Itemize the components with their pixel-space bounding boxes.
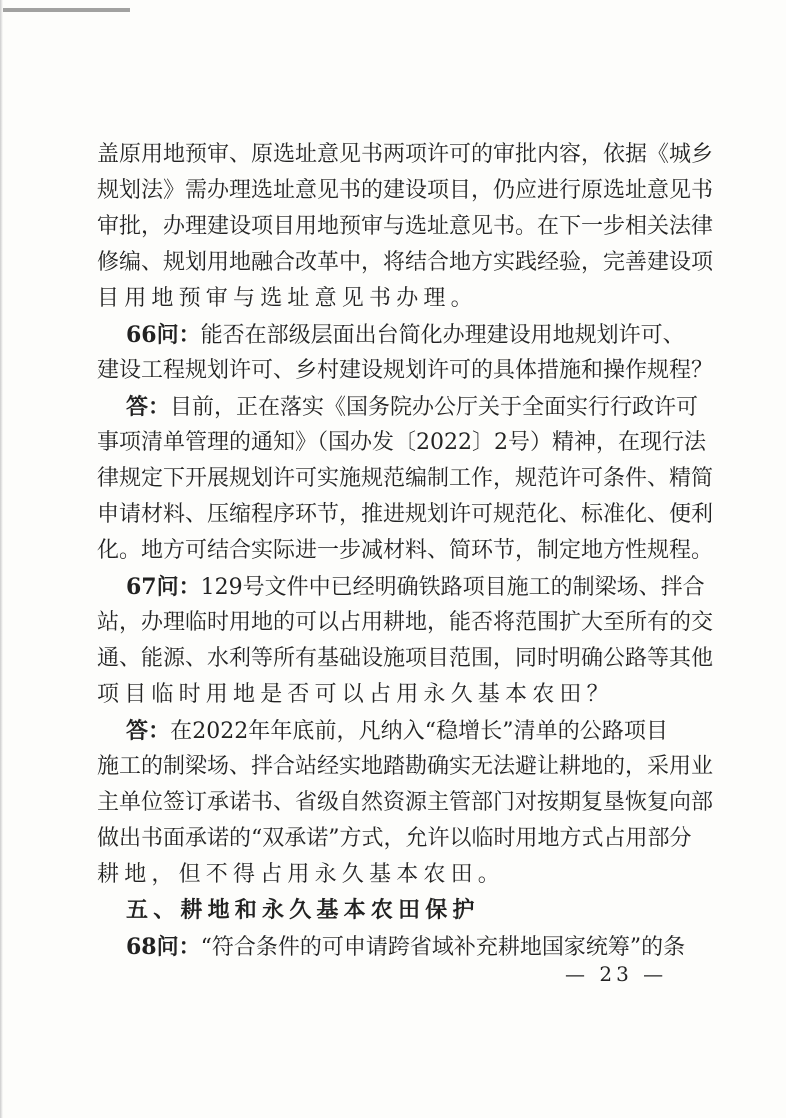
question-answer-label: 66问：: [126, 322, 201, 348]
text-line: [97, 428, 706, 458]
text-line: [97, 608, 714, 638]
line-text: 做出书面承诺的“双承诺”方式，允许以临时用地方式占用部分: [97, 826, 692, 851]
scan-artifact: [0, 8, 130, 12]
text-line: [97, 680, 668, 710]
text-line: [97, 644, 714, 674]
heading-text: 五、耕地和永久基本农田保护: [126, 898, 480, 923]
line-text: 施工的制梁场、拌合站经实地踏勘确实无法避让耕地的，采用业: [97, 754, 714, 779]
line-text: 规划法》需办理选址意见书的建设项目，仍应进行原选址意见书: [97, 178, 714, 203]
section-heading: [126, 896, 668, 926]
text-line: [126, 716, 668, 746]
question-answer-label: 67问：: [126, 574, 201, 600]
text-line: [97, 824, 692, 854]
text-line: [97, 464, 714, 494]
question-answer-label: 答：: [126, 718, 171, 744]
line-text: 化。地方可结合实际进一步减材料、简环节，制定地方性规程。: [97, 538, 714, 563]
text-line: [97, 212, 714, 242]
line-text: 主单位签订承诺书、省级自然资源主管部门对按期复垦恢复向部: [97, 790, 714, 815]
line-text: 建设工程规划许可、乡村建设规划许可的具体措施和操作规程？: [97, 358, 714, 383]
text-line: [97, 140, 714, 170]
line-text: 盖原用地预审、原选址意见书两项许可的审批内容，依据《城乡: [97, 142, 714, 167]
text-line: [97, 356, 714, 386]
line-text: 申请材料、压缩程序环节，推进规划许可规范化、标准化、便利: [97, 502, 714, 527]
line-text: 目前，正在落实《国务院办公厅关于全面实行行政许可: [170, 395, 699, 420]
question-answer-label: 68问：: [126, 934, 201, 960]
text-line: [97, 500, 714, 530]
line-text: 能否在部级层面出台简化办理建设用地规划许可、: [200, 323, 685, 348]
question-answer-label: 答：: [126, 394, 171, 420]
line-text: 129号文件中已经明确铁路项目施工的制梁场、拌合: [200, 575, 705, 600]
text-line: [126, 392, 699, 422]
text-line: [97, 536, 714, 566]
line-text: 在2022年年底前，凡纳入“稳增长”清单的公路项目: [170, 719, 668, 744]
line-text: 项目临时用地是否可以占用永久基本农田？: [97, 682, 614, 707]
text-line: [126, 932, 686, 962]
line-text: 律规定下开展规划许可实施规范编制工作，规范许可条件、精简: [97, 466, 714, 491]
text-line: [97, 284, 668, 314]
text-line: [97, 860, 668, 890]
line-text: 站，办理临时用地的可以占用耕地，能否将范围扩大至所有的交: [97, 610, 714, 635]
text-line: [97, 176, 714, 206]
page-number: — 23 —: [565, 962, 668, 986]
line-text: 事项清单管理的通知》（国办发〔2022〕2号）精神，在现行法: [97, 430, 706, 455]
line-text: 审批，办理建设项目用地预审与选址意见书。在下一步相关法律: [97, 214, 714, 239]
line-text: 通、能源、水利等所有基础设施项目范围，同时明确公路等其他: [97, 646, 714, 671]
text-line: [97, 788, 714, 818]
line-text: “符合条件的可申请跨省域补充耕地国家统筹”的条: [200, 935, 686, 960]
page-edge: [0, 0, 3, 1118]
text-line: [97, 752, 714, 782]
line-text: 修编、规划用地融合改革中，将结合地方实践经验，完善建设项: [97, 250, 714, 275]
line-text: 目用地预审与选址意见书办理。: [97, 286, 478, 311]
text-line: [97, 248, 714, 278]
line-text: 耕地，但不得占用永久基本农田。: [97, 862, 506, 887]
text-line: [126, 320, 685, 350]
text-line: [126, 572, 705, 602]
